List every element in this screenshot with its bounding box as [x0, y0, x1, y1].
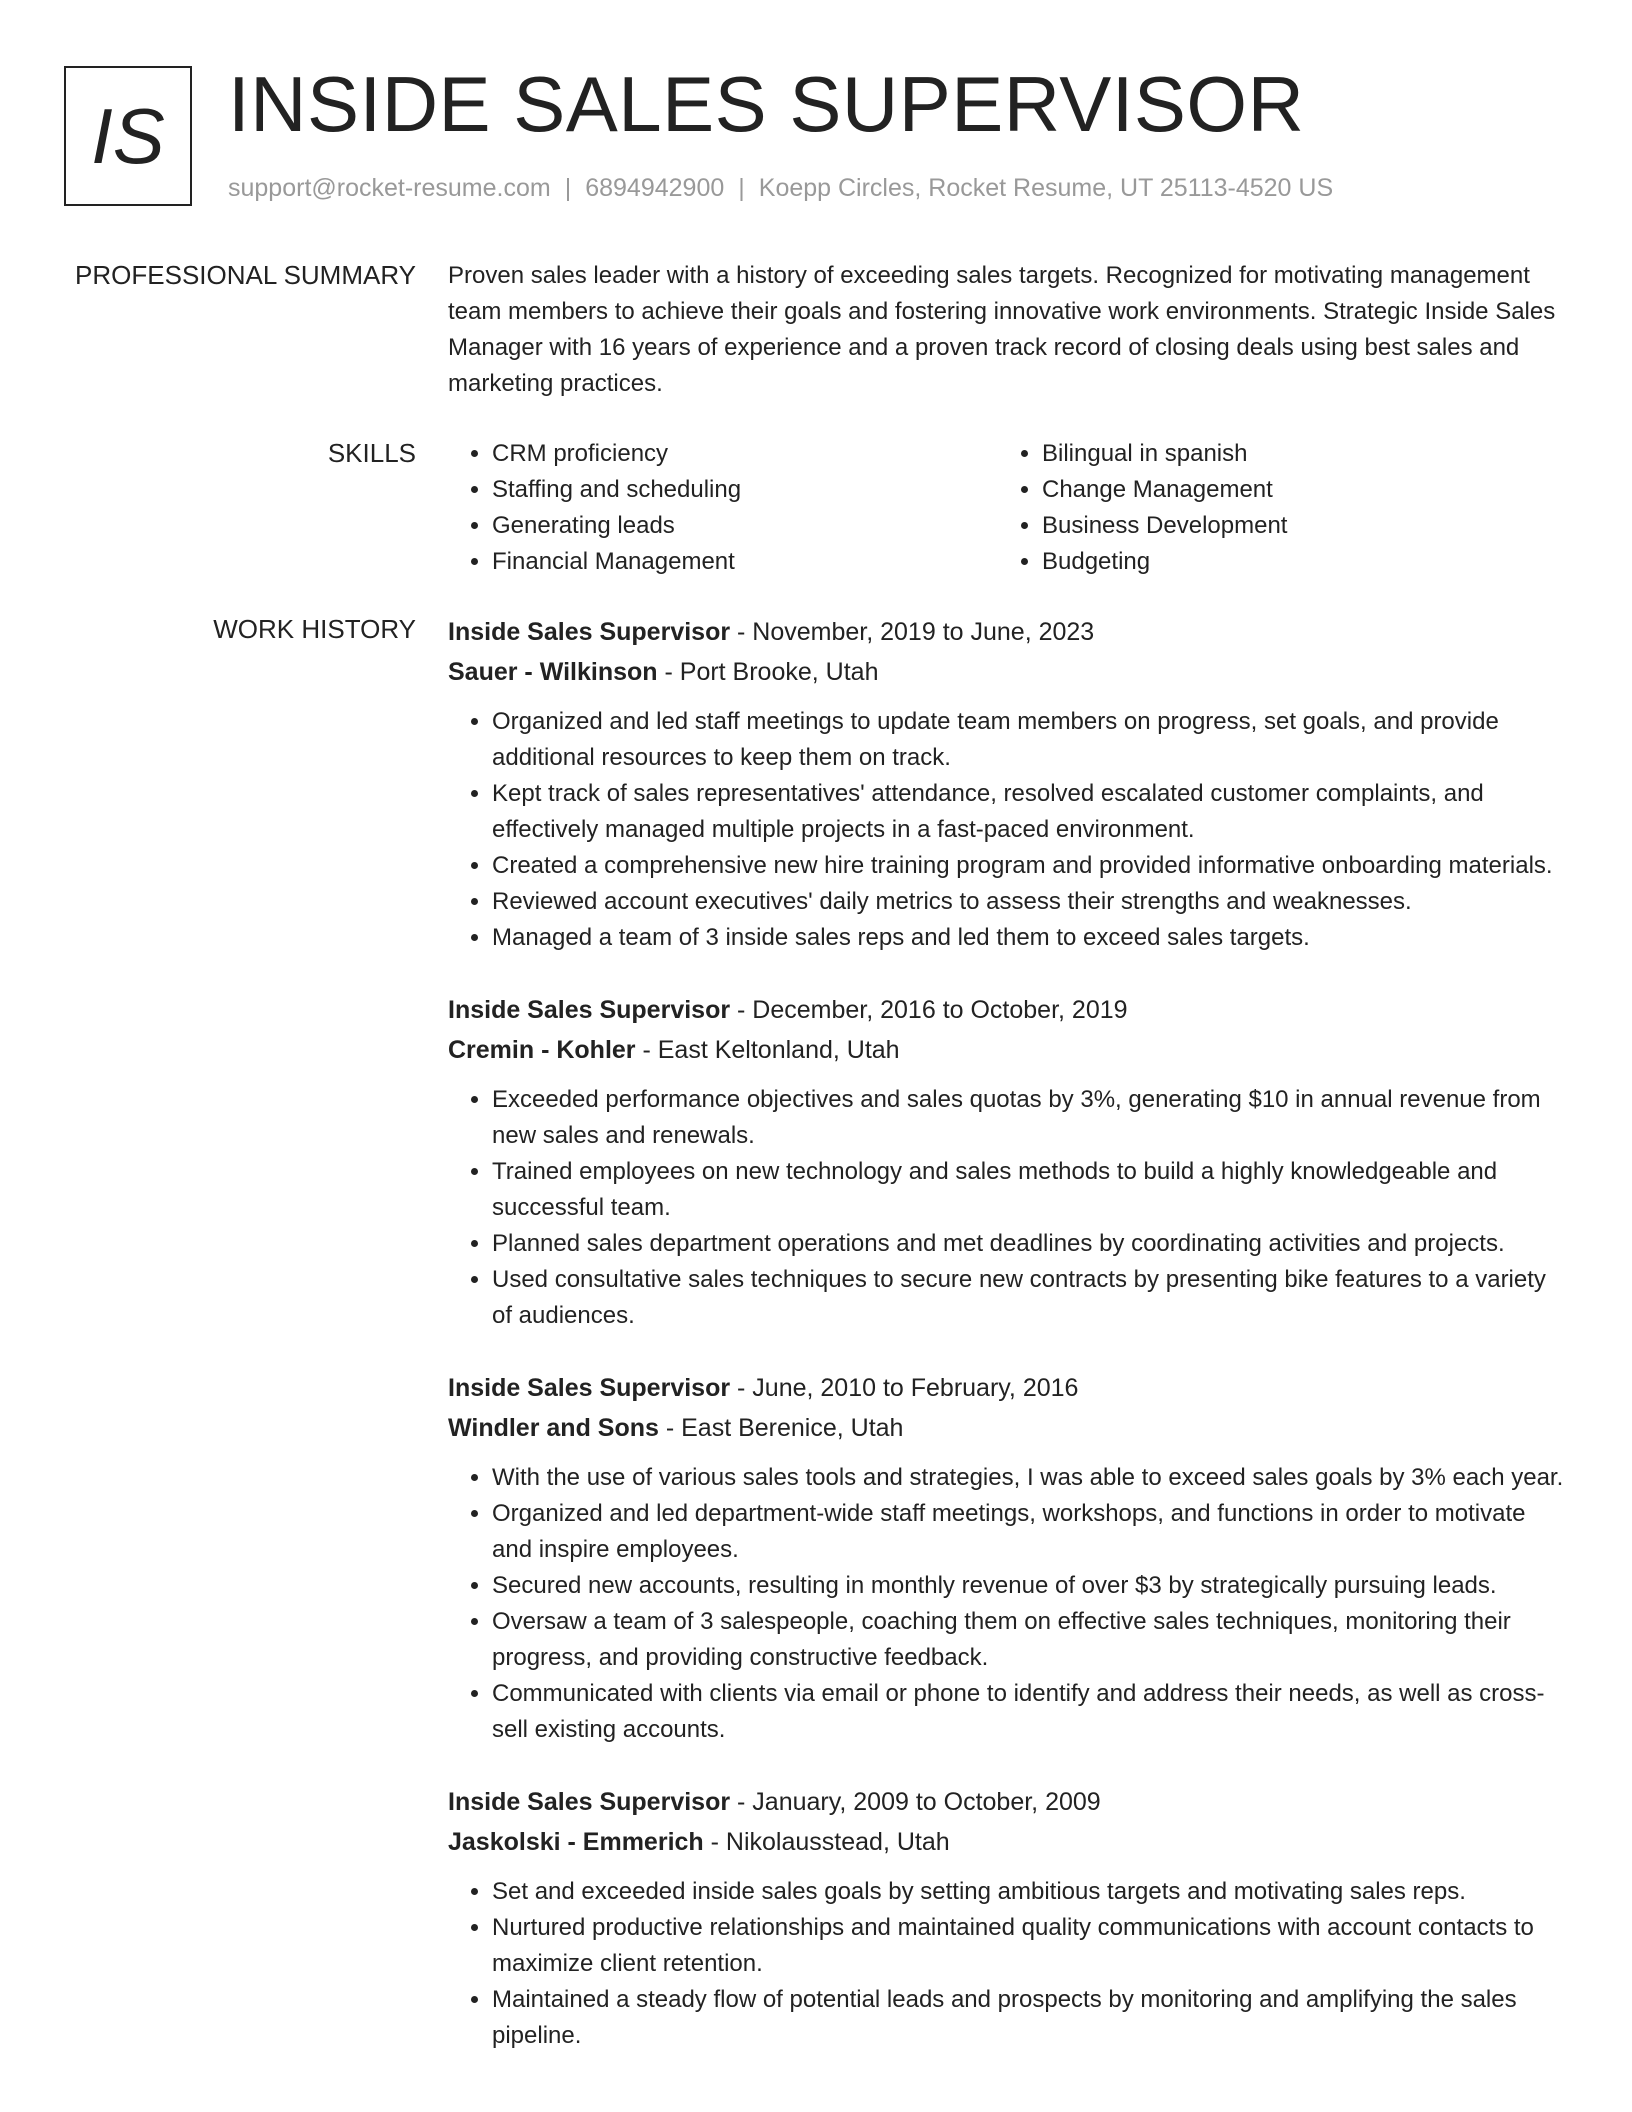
skills-column-1 [448, 436, 1032, 580]
job-bullet: • Organized and led staff meetings to update team members on progress, set goals, and provide additional resources to keep them on track. [492, 704, 1568, 776]
job-bullet: • Used consultative sales techniques to secure new contracts by presenting bike features to a variety of audiences. [492, 1262, 1568, 1334]
skill-item: • Business Development [1042, 508, 1582, 544]
job-company-line [448, 1030, 1568, 1070]
job-company-line [448, 1408, 1568, 1448]
job-entry [448, 990, 1568, 1334]
job-bullets [448, 1460, 1568, 1748]
summary-label: PROFESSIONAL SUMMARY [75, 260, 416, 290]
job-bullet: • Communicated with clients via email or phone to identify and address their needs, as well as cross-sell existing accounts. [492, 1676, 1568, 1748]
contact-phone: 6894942900 [585, 174, 725, 202]
job-bullet: • Created a comprehensive new hire training program and provided informative onboarding materials. [492, 848, 1568, 884]
contact-separator: | [738, 174, 745, 202]
contact-separator: | [564, 174, 572, 202]
job-entry [448, 1782, 1568, 2054]
contact-address: Koepp Circles, Rocket Resume, UT 25113-4520 US [758, 174, 1334, 202]
skills-label: SKILLS [327, 438, 416, 468]
skill-item: • Bilingual in spanish [1042, 436, 1582, 472]
job-bullet: • Exceeded performance objectives and sales quotas by 3%, generating $10 in annual revenue from new sales and renewals. [492, 1082, 1568, 1154]
job-company: Cremin - Kohler [448, 1036, 636, 1064]
work-history-label: WORK HISTORY [213, 614, 416, 644]
summary-text: Proven sales leader with a history of exceeding sales targets. Recognized for motivating management team members to achieve their goals and fostering innovative work environments. Strategic Inside Sales Manager with 16 years of experience and a proven track record of closing deals using best sales and marketing practices. [448, 262, 1556, 397]
job-title: Inside Sales Supervisor [448, 1374, 731, 1402]
job-company-line [448, 652, 1568, 692]
job-company: Sauer - Wilkinson [448, 658, 658, 686]
job-bullets [448, 704, 1568, 956]
job-bullet: • Oversaw a team of 3 salespeople, coaching them on effective sales techniques, monitoring their progress, and providing constructive feedback. [492, 1604, 1568, 1676]
skill-item: • CRM proficiency [492, 436, 1032, 472]
contact-line [228, 174, 1333, 203]
job-dates: - January, 2009 to October, 2009 [730, 1788, 1101, 1816]
job-title: Inside Sales Supervisor [448, 618, 731, 646]
job-title: Inside Sales Supervisor [448, 1788, 731, 1816]
job-title-line [448, 1782, 1568, 1822]
monogram: IS [64, 66, 192, 206]
job-location: - East Berenice, Utah [658, 1414, 904, 1442]
job-bullet: • Managed a team of 3 inside sales reps and led them to exceed sales targets. [492, 920, 1568, 956]
job-title: Inside Sales Supervisor [448, 996, 731, 1024]
skill-item: • Financial Management [492, 544, 1032, 580]
skill-item: • Staffing and scheduling [492, 472, 1032, 508]
job-dates: - June, 2010 to February, 2016 [730, 1374, 1079, 1402]
job-bullet: • Kept track of sales representatives' attendance, resolved escalated customer complaints, and effectively managed multiple projects in a fast-paced environment. [492, 776, 1568, 848]
job-title-line [448, 990, 1568, 1030]
contact-email: support@rocket-resume.com [228, 174, 551, 202]
job-dates: - December, 2016 to October, 2019 [730, 996, 1128, 1024]
job-bullet: • With the use of various sales tools and strategies, I was able to exceed sales goals by 3% each year. [492, 1460, 1568, 1496]
job-entry [448, 612, 1568, 956]
job-location: - East Keltonland, Utah [635, 1036, 900, 1064]
work-history-body [448, 612, 1568, 2088]
job-bullet: • Nurtured productive relationships and maintained quality communications with account contacts to maximize client retention. [492, 1910, 1568, 1982]
job-bullet: • Secured new accounts, resulting in monthly revenue of over $3 by strategically pursuing leads. [492, 1568, 1568, 1604]
job-bullet: • Organized and led department-wide staff meetings, workshops, and functions in order to motivate and inspire employees. [492, 1496, 1568, 1568]
job-title-line [448, 612, 1568, 652]
job-company: Windler and Sons [448, 1414, 659, 1442]
skill-item: • Budgeting [1042, 544, 1582, 580]
job-title-line [448, 1368, 1568, 1408]
job-company-line [448, 1822, 1568, 1862]
job-bullet: • Set and exceeded inside sales goals by setting ambitious targets and motivating sales reps. [492, 1874, 1568, 1910]
job-bullet: • Reviewed account executives' daily metrics to assess their strengths and weaknesses. [492, 884, 1568, 920]
job-dates: - November, 2019 to June, 2023 [730, 618, 1095, 646]
job-location: - Nikolausstead, Utah [703, 1828, 950, 1856]
job-entry [448, 1368, 1568, 1748]
job-location: - Port Brooke, Utah [657, 658, 879, 686]
page-title: INSIDE SALES SUPERVISOR [228, 60, 1305, 148]
job-company: Jaskolski - Emmerich [448, 1828, 704, 1856]
skill-item: • Generating leads [492, 508, 1032, 544]
job-bullet: • Planned sales department operations and met deadlines by coordinating activities and projects. [492, 1226, 1568, 1262]
job-bullet: • Trained employees on new technology and sales methods to build a highly knowledgeable and successful team. [492, 1154, 1568, 1226]
job-bullets [448, 1082, 1568, 1334]
job-bullets [448, 1874, 1568, 2054]
skills-column-2 [998, 436, 1582, 580]
skill-item: • Change Management [1042, 472, 1582, 508]
job-bullet: • Maintained a steady flow of potential leads and prospects by monitoring and amplifying the sales pipeline. [492, 1982, 1568, 2054]
